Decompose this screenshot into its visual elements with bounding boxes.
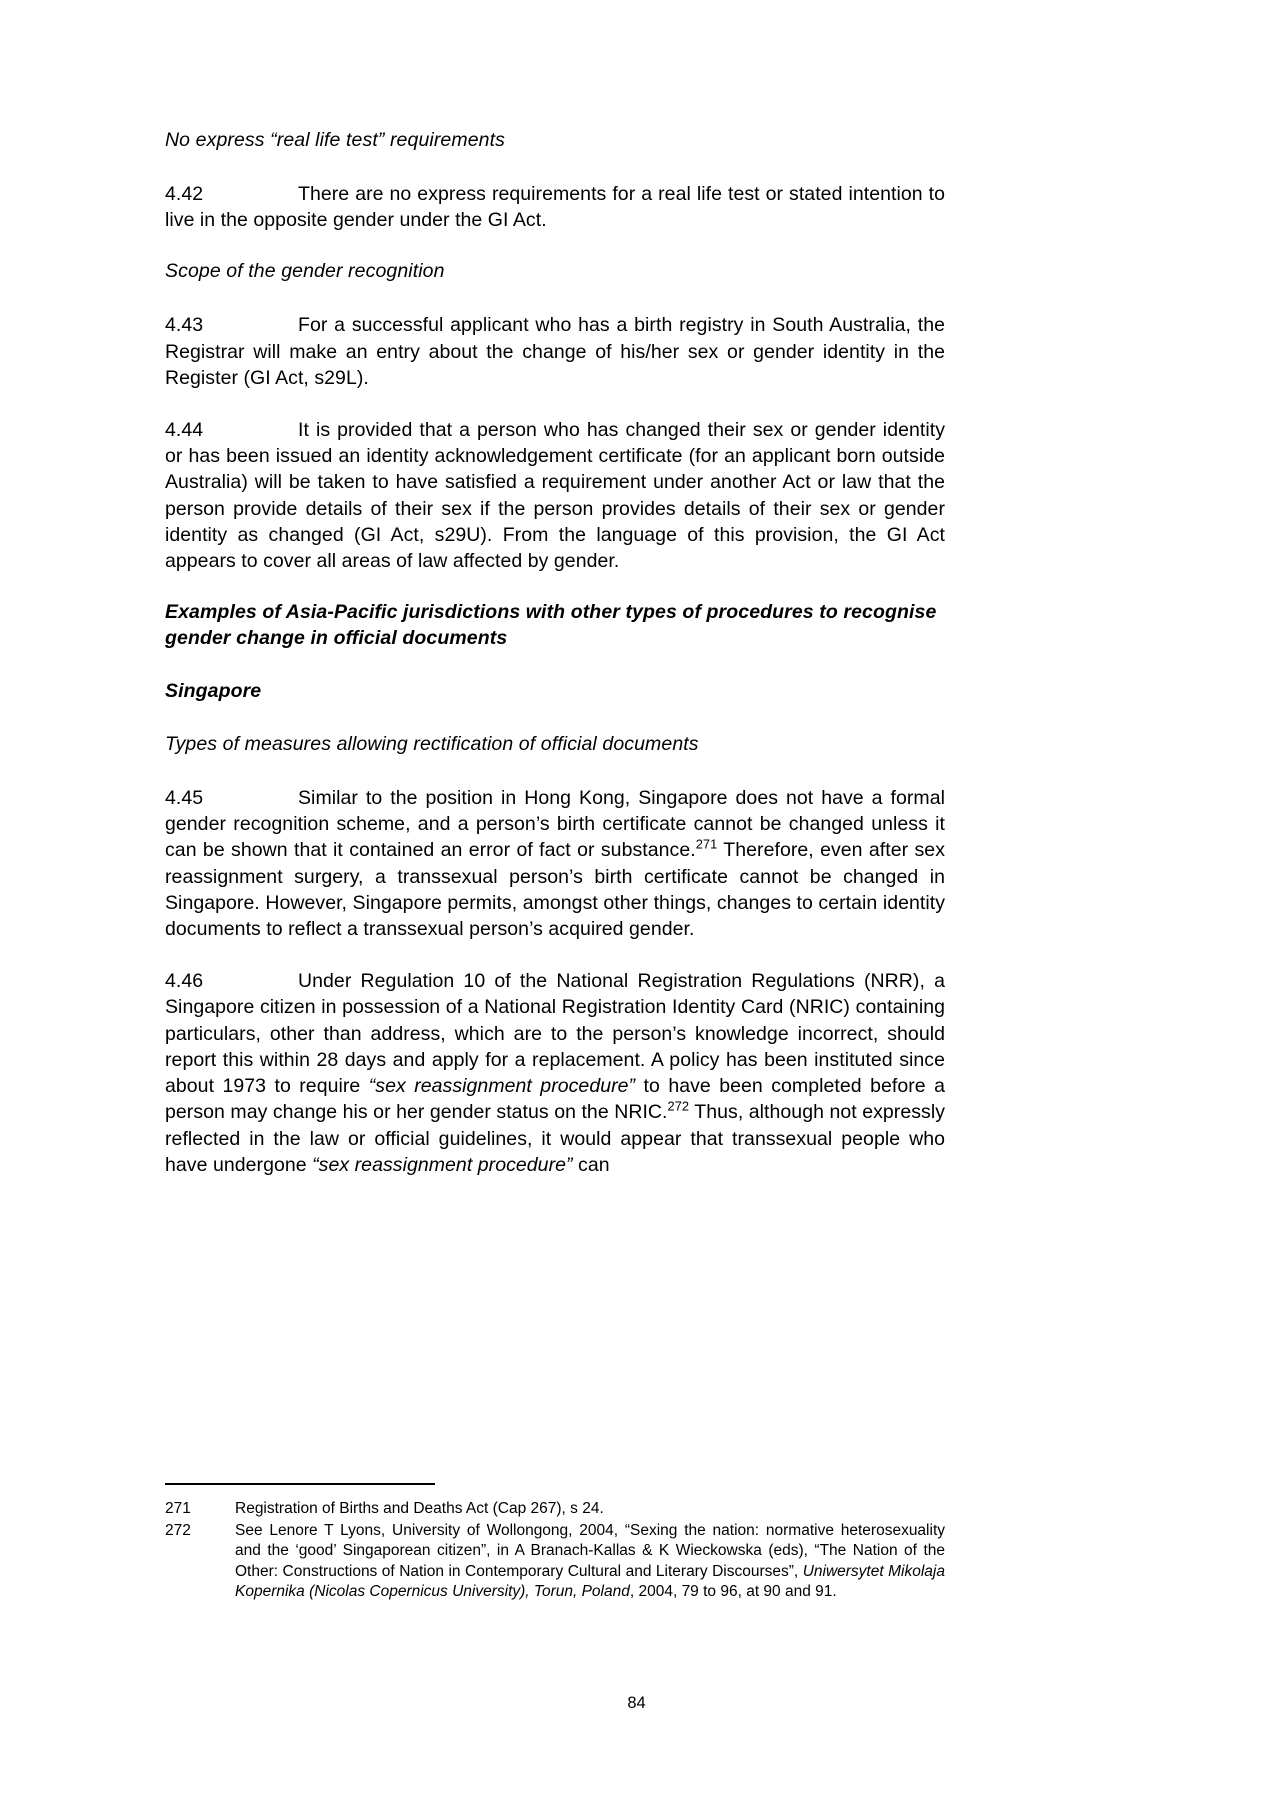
paragraph-text-part-1: Under Regulation 10 of the National Registration Regulations (NRR), a Singapore citizen in possession of a National Registration Identity Card (NRIC) containing particulars, other than address, which are to the person’s knowledge incorrect, should report this within 28 days and apply for a replacement. A policy has been instituted since about 1973 to require xyxy=(165,970,945,1098)
paragraph-number: 4.46 xyxy=(165,970,204,993)
footnote-text: Registration of Births and Deaths Act (Cap 267), s 24. xyxy=(235,1500,604,1517)
footnote-272 xyxy=(165,1521,945,1603)
section-heading-types-of-measures: Types of measures allowing rectification of official documents xyxy=(165,733,699,756)
paragraph-text: It is provided that a person who has changed their sex or gender identity or has been issued an identity acknowledgement certificate (for an applicant born outside Australia) will be taken to have satisfied a requirement under another Act or law that the person provide details of their sex if the person provides details of their sex or gender identity as changed (GI Act, s29U). From the language of this provision, the GI Act appears to cover all areas of law affected by gender. xyxy=(165,418,945,573)
footnote-271 xyxy=(165,1499,945,1520)
footnote-reference-271[interactable]: 271 xyxy=(695,836,718,852)
paragraph-text: There are no express requirements for a real life test or stated intention to live in the opposite gender under the GI Act. xyxy=(165,182,945,232)
paragraph-text-part-1: Similar to the position in Hong Kong, Singapore does not have a formal gender recognition scheme, and a person’s birth certificate cannot be changed unless it can be shown that it contained an error of fact or substance. xyxy=(165,786,945,862)
footnote-italic-title: Uniwersytet Mikolaja Kopernika (Nicolas Copernicus University), Torun, Poland xyxy=(235,1562,945,1601)
section-heading-singapore: Singapore xyxy=(165,680,262,703)
footnote-text-part-1: See Lenore T Lyons, University of Wollongong, 2004, “Sexing the nation: normative heterosexuality and the ‘good’ Singaporean citizen”, in A Branach-Kallas & K Wieckowska (eds), “The Nation of the Other: Constructions of Nation in Contemporary Cultural and Literary Discourses”, xyxy=(235,1521,945,1580)
paragraph-number: 4.42 xyxy=(165,182,204,205)
footnote-area xyxy=(165,1483,945,1604)
paragraph-text-part-2: Therefore, even after sex reassignment surgery, a transsexual person’s birth certificate cannot be changed in Singapore. However, Singapore permits, amongst other things, changes to certain identity documents to reflect a transsexual person’s acquired gender. xyxy=(165,839,945,941)
section-heading-examples-asia-pacific: Examples of Asia-Pacific jurisdictions with other types of procedures to recognise gender change in official documents xyxy=(165,601,937,650)
page-content xyxy=(165,128,945,1178)
paragraph-text-part-2: to have been completed before a person may change his or her gender status on the NRIC. xyxy=(165,1075,945,1124)
quoted-term-sex-reassignment-procedure-2: “sex reassignment procedure” xyxy=(312,1153,573,1176)
paragraph-4-44 xyxy=(165,417,945,574)
footnote-number: 272 xyxy=(165,1521,191,1539)
page-number: 84 xyxy=(627,1694,646,1712)
paragraph-number: 4.44 xyxy=(165,418,204,441)
footnote-number: 271 xyxy=(165,1500,191,1517)
section-heading-scope-of-gender-recognition: Scope of the gender recognition xyxy=(165,260,445,283)
paragraph-4-46 xyxy=(165,968,945,1178)
paragraph-text-part-3: Thus, although not expressly reflected in the law or official guidelines, it would appear that transsexual people who have undergone xyxy=(165,1101,946,1176)
paragraph-4-45 xyxy=(165,785,945,942)
paragraph-4-43 xyxy=(165,312,945,391)
footnote-separator-rule xyxy=(165,1483,435,1485)
paragraph-4-42 xyxy=(165,181,945,233)
paragraph-number: 4.43 xyxy=(165,314,204,337)
quoted-term-sex-reassignment-procedure-1: “sex reassignment procedure” xyxy=(368,1075,636,1098)
footnote-text-part-2: , 2004, 79 to 96, at 90 and 91. xyxy=(629,1583,837,1601)
footnote-reference-272[interactable]: 272 xyxy=(667,1098,690,1114)
paragraph-text: For a successful applicant who has a birth registry in South Australia, the Registrar will make an entry about the change of his/her sex or gender identity in the Register (GI Act, s29L). xyxy=(165,314,945,389)
paragraph-text-part-4: can xyxy=(572,1153,610,1176)
footnote-text xyxy=(235,1521,945,1603)
section-heading-no-express-real-life-test: No express “real life test” requirements xyxy=(165,129,505,151)
paragraph-number: 4.45 xyxy=(165,786,204,809)
